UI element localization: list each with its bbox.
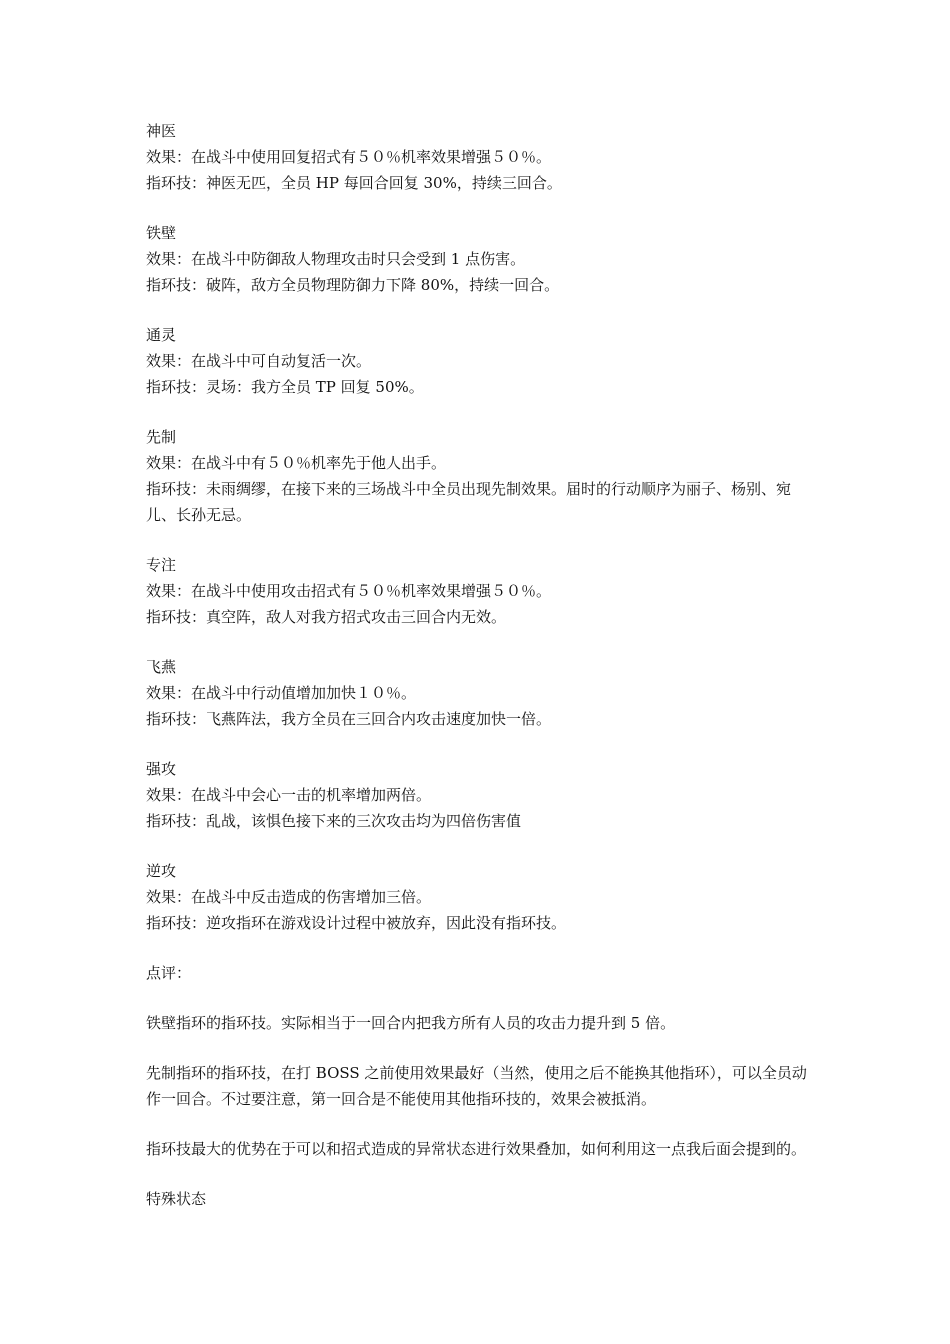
ring-entry-xianzhi — [146, 424, 816, 528]
ring-name: 通灵 — [146, 326, 177, 344]
ring-entry-qianggong — [146, 756, 816, 834]
ring-name: 强攻 — [146, 760, 177, 778]
ring-skill: 指环技：未雨绸缪，在接下来的三场战斗中全员出现先制效果。届时的行动顺序为丽子、杨别、宛儿、长孙无忌。 — [146, 480, 792, 524]
ring-entry-shenyi — [146, 118, 816, 196]
ring-skill: 指环技：乱战，该惧色接下来的三次攻击均为四倍伤害值 — [146, 812, 522, 830]
ring-effect: 效果：在战斗中可自动复活一次。 — [146, 352, 372, 370]
ring-skill: 指环技：逆攻指环在游戏设计过程中被放弃，因此没有指环技。 — [146, 914, 567, 932]
ring-effect: 效果：在战斗中有５０％机率先于他人出手。 — [146, 454, 447, 472]
ring-effect: 效果：在战斗中防御敌人物理攻击时只会受到 1 点伤害。 — [146, 250, 526, 268]
ring-skill: 指环技：神医无匹，全员 HP 每回合回复 30%，持续三回合。 — [146, 174, 562, 192]
ring-skill: 指环技：飞燕阵法，我方全员在三回合内攻击速度加快一倍。 — [146, 710, 552, 728]
ring-name: 先制 — [146, 428, 177, 446]
ring-effect: 效果：在战斗中反击造成的伤害增加三倍。 — [146, 888, 432, 906]
ring-entry-tongling — [146, 322, 816, 400]
ring-name: 逆攻 — [146, 862, 177, 880]
ring-skill: 指环技：灵场：我方全员 TP 回复 50%。 — [146, 378, 424, 396]
ring-entry-feiyan — [146, 654, 816, 732]
ring-entry-zhuanzhu — [146, 552, 816, 630]
review-label: 点评： — [146, 964, 192, 982]
section-heading: 特殊状态 — [146, 1190, 207, 1208]
ring-effect: 效果：在战斗中行动值增加加快１０％。 — [146, 684, 417, 702]
ring-effect: 效果：在战斗中使用攻击招式有５０％机率效果增强５０％。 — [146, 582, 552, 600]
ring-name: 神医 — [146, 122, 177, 140]
ring-skill: 指环技：破阵，敌方全员物理防御力下降 80%，持续一回合。 — [146, 276, 560, 294]
ring-skill: 指环技：真空阵，敌人对我方招式攻击三回合内无效。 — [146, 608, 507, 626]
ring-effect: 效果：在战斗中使用回复招式有５０％机率效果增强５０％。 — [146, 148, 552, 166]
review-paragraph: 指环技最大的优势在于可以和招式造成的异常状态进行效果叠加，如何利用这一点我后面会提到的。 — [146, 1140, 807, 1158]
ring-entry-tiebi — [146, 220, 816, 298]
ring-name: 铁壁 — [146, 224, 177, 242]
review-paragraph: 铁壁指环的指环技。实际相当于一回合内把我方所有人员的攻击力提升到 5 倍。 — [146, 1014, 676, 1032]
ring-name: 飞燕 — [146, 658, 177, 676]
document-page — [146, 118, 816, 1236]
ring-entry-nigong — [146, 858, 816, 936]
review-paragraph: 先制指环的指环技，在打 BOSS 之前使用效果最好（当然，使用之后不能换其他指环），可以全员动作一回合。不过要注意，第一回合是不能使用其他指环技的，效果会被抵消。 — [146, 1064, 807, 1108]
ring-effect: 效果：在战斗中会心一击的机率增加两倍。 — [146, 786, 432, 804]
ring-name: 专注 — [146, 556, 177, 574]
